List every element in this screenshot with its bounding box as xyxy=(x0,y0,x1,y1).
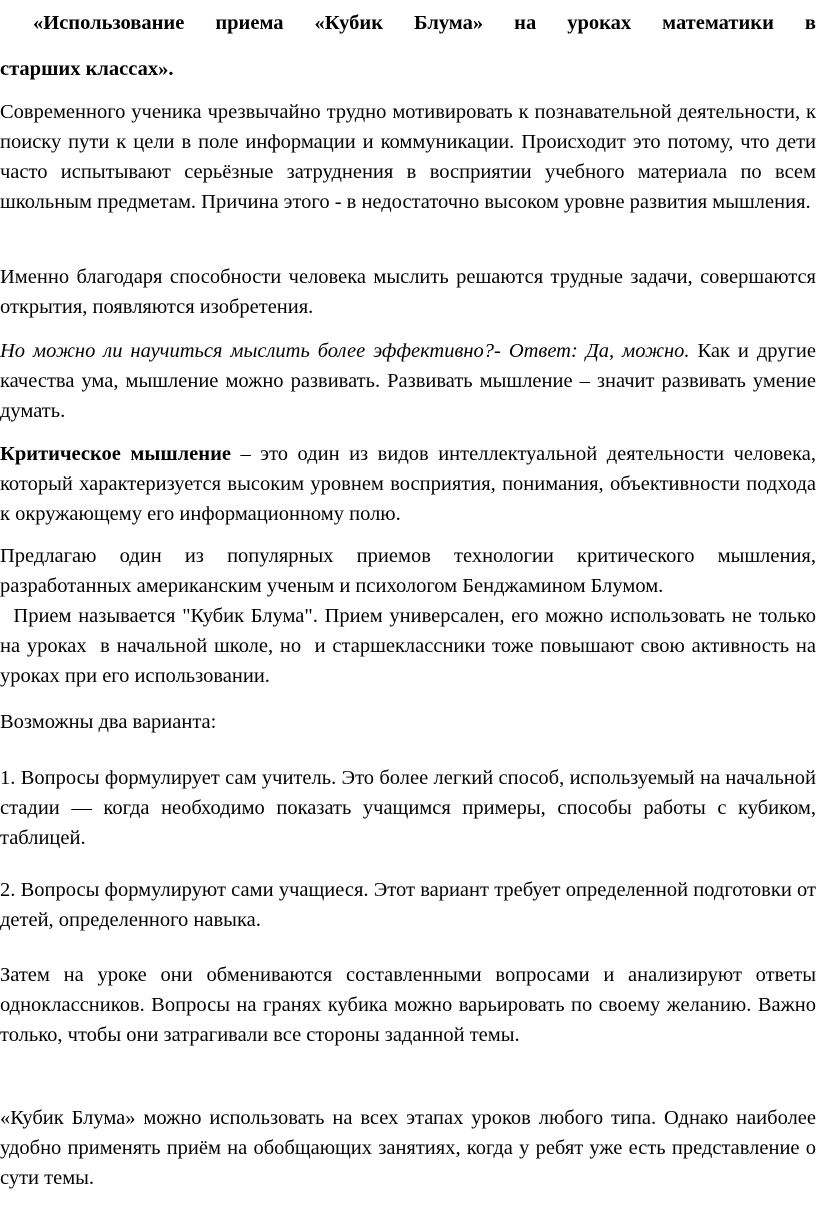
title-line-1: «Использование приема «Кубик Блума» на уроках математики в xyxy=(33,12,816,34)
critical-thinking-definition: – это один из видов интеллектуальной деятельности человека, который характеризуется высоким уровнем восприятия, понимания, объективности подхода к окружающему его информационному полю. xyxy=(0,443,816,525)
paragraph-motivation: Современного ученика чрезвычайно трудно мотивировать к познавательной деятельности, к поиску пути к цели в поле информации и коммуникации. Происходит это потому, что дети часто испытывают серьёзные затруднения в восприятии учебного материала по всем школьным предметам. Причина этого - в недостаточно высоком уровне развития мышления. xyxy=(0,101,816,213)
paragraph-usage: «Кубик Блума» можно использовать на всех этапах уроков любого типа. Однако наиболее удобно применять приём на обобщающих занятиях, когда у ребят уже есть представление о сути темы. xyxy=(0,1107,816,1189)
critical-thinking-term: Критическое мышление xyxy=(0,443,231,465)
paragraph-two-variants: Возможны два варианта: xyxy=(0,711,217,733)
paragraph-offer-method: Прием называется "Кубик Блума". Прием универсален, его можно использовать не только на уроках в начальной школе, но и старшеклассники тоже повышают свою активность на уроках при его использовании. xyxy=(0,605,816,687)
paragraph-thinking-ability: Именно благодаря способности человека мыслить решаются трудные задачи, совершаются открытия, появляются изобретения. xyxy=(0,266,816,318)
paragraph-exchange: Затем на уроке они обмениваются составленными вопросами и анализируют ответы одноклассников. Вопросы на гранях кубика можно варьировать по своему желанию. Важно только, чтобы они затрагивали все стороны заданной темы. xyxy=(0,964,816,1046)
document-title xyxy=(0,0,816,92)
paragraph-offer-line-2: разработанных американским ученым и психологом Бенджамином Блумом. xyxy=(0,575,664,597)
question-answer-rest: Как и другие качества ума, мышление можно развивать. Развивать мышление – значит развивать умение думать. xyxy=(0,340,816,422)
paragraph-critical-thinking xyxy=(0,439,816,529)
paragraph-variant-1: 1. Вопросы формулирует сам учитель. Это более легкий способ, используемый на начальной стадии — когда необходимо показать учащимся примеры, способы работы с кубиком, таблицей. xyxy=(0,767,816,849)
question-answer-italic: Но можно ли научиться мыслить более эффективно?- Ответ: Да, можно. xyxy=(0,340,690,362)
paragraph-offer-line-1: Предлагаю один из популярных приемов технологии критического мышления, xyxy=(0,545,816,567)
paragraph-question-answer xyxy=(0,336,816,426)
paragraph-variant-2: 2. Вопросы формулируют сами учащиеся. Этот вариант требует определенной подготовки от детей, определенного навыка. xyxy=(0,879,816,931)
title-line-2: старших классах». xyxy=(0,58,174,80)
